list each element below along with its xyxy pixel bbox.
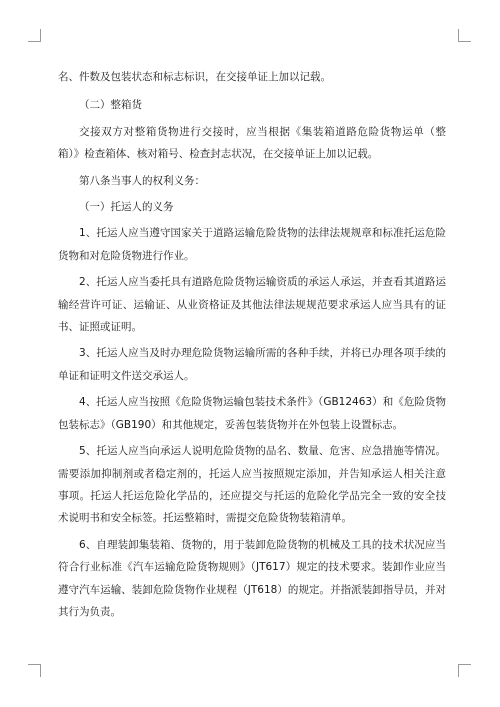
- section-heading-shipper-obligations: （一）托运人的义务: [79, 201, 174, 214]
- section-heading-full-container: （二）整箱货: [79, 99, 142, 112]
- obligation-item-2: 2、托运人应当委托具有道路危险货物运输资质的承运人承运，并查看其道路运输经营许可证、运输证、从业资格证及其他法律法规规范要求承运人应当具有的证书、证照或证明。: [58, 276, 446, 334]
- article-heading-article-8: 第八条当事人的权利义务：: [79, 174, 205, 187]
- crop-mark-bottom-right: [458, 664, 471, 677]
- crop-mark-bottom-left: [28, 664, 41, 677]
- obligation-item-3: 3、托运人应当及时办理危险货物运输所需的各种手续，并将已办理各项手续的单证和证明文件送交承运人。: [58, 347, 446, 382]
- document-body: [58, 66, 446, 623]
- paragraph-full-container-handover: 交接双方对整箱货物进行交接时，应当根据《集装箱道路危险货物运单（整箱）》检查箱体、核对箱号、检查封志状况，在交接单证上加以记载。: [58, 125, 446, 161]
- obligation-item-6: 6、自理装卸集装箱、货物的，用于装卸危险货物的机械及工具的技术状况应当符合行业标准《汽车运输危险货物规则》（JT617）规定的技术要求。装卸作业应当遵守汽车运输、装卸危险货物作业规程（JT618）的规定。并指派装卸指导员，并对其行为负责。: [58, 538, 446, 618]
- obligation-item-4: 4、托运人应当按照《危险货物运输包装技术条件》（GB12463）和《危险货物包装标志》（GB190）和其他规定，妥善包装货物并在外包装上设置标志。: [58, 396, 446, 431]
- crop-mark-top-right: [458, 29, 471, 42]
- obligation-item-1: 1、托运人应当遵守国家关于道路运输危险货物的法律法规规章和标准托运危险货物和对危险货物进行作业。: [58, 227, 446, 262]
- crop-mark-top-left: [28, 29, 41, 42]
- obligation-item-5: 5、托运人应当向承运人说明危险货物的品名、数量、危害、应急措施等情况。需要添加抑制剂或者稳定剂的，托运人应当按照规定添加，并告知承运人相关注意事项。托运人托运危险化学品的，还应提交与托运的危险化学品完全一致的安全技术说明书和安全标签。托运整箱时，需提交危险货物装箱清单。: [58, 445, 446, 525]
- paragraph-continuation: 名、件数及包装状态和标志标识，在交接单证上加以记载。: [58, 71, 331, 83]
